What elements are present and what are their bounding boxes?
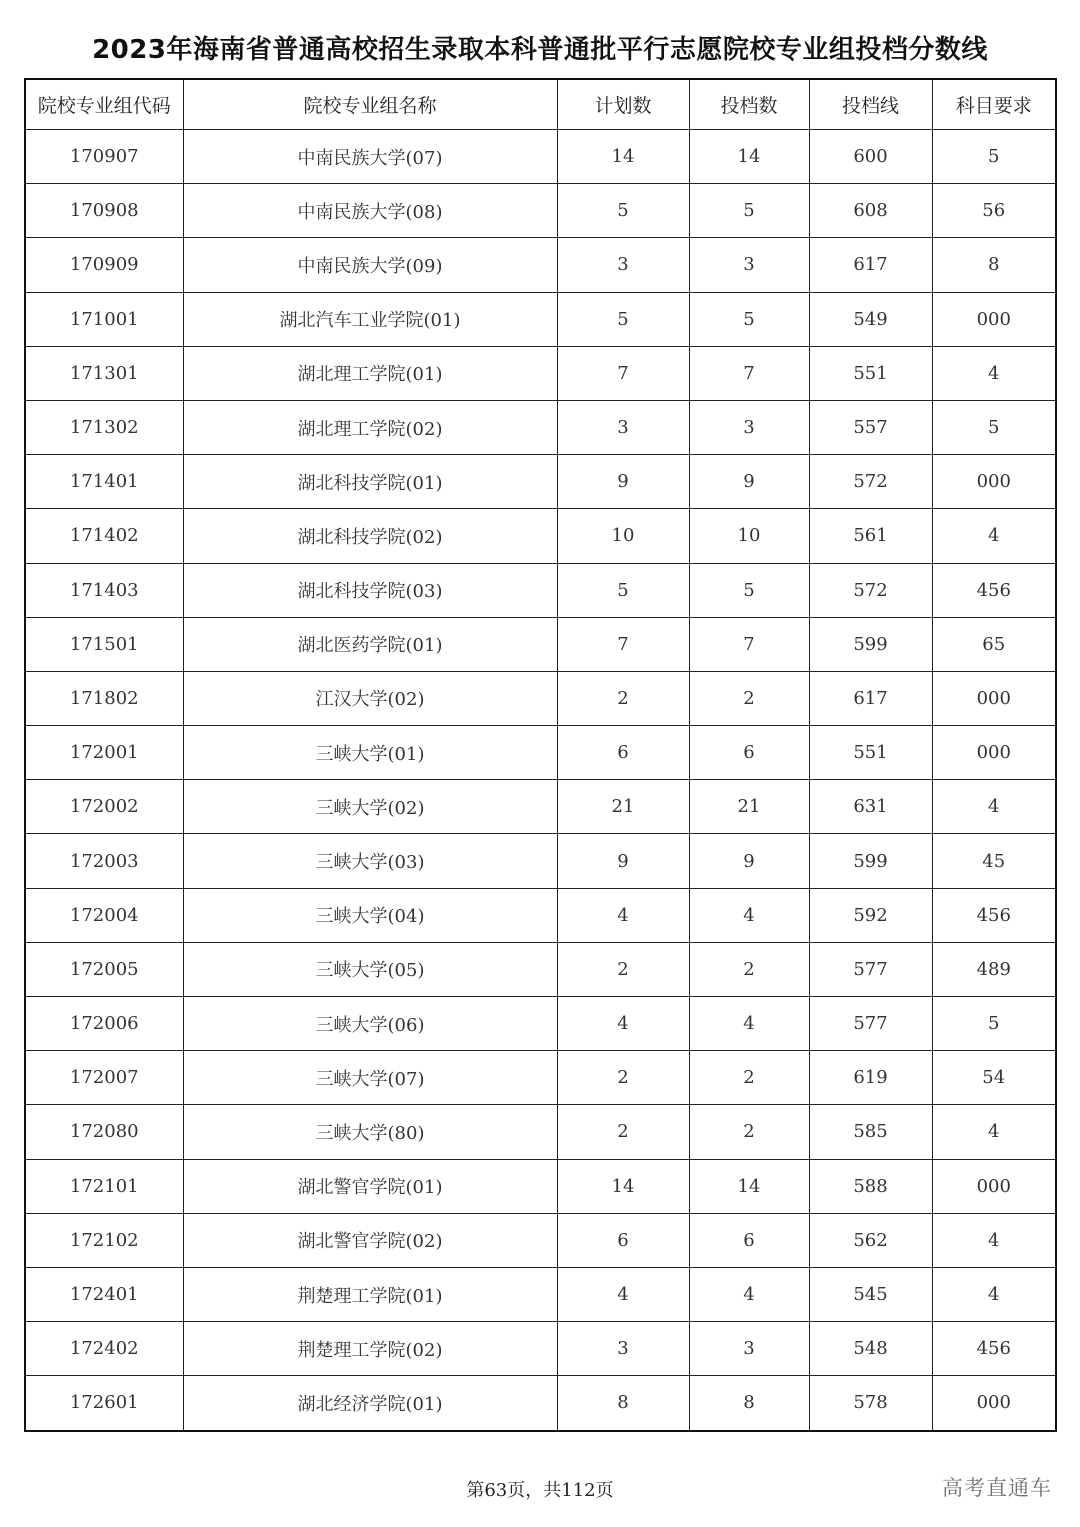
cell-admitted-count: 4 — [689, 1267, 809, 1321]
cell-group-code: 171402 — [25, 509, 183, 563]
cell-admitted-count: 9 — [689, 834, 809, 888]
cell-subject-requirement: 65 — [932, 617, 1056, 671]
table-row — [25, 130, 1056, 184]
table-row — [25, 942, 1056, 996]
cell-group-name: 三峡大学(05) — [183, 942, 557, 996]
cell-admitted-count: 21 — [689, 780, 809, 834]
cell-subject-requirement: 4 — [932, 346, 1056, 400]
cell-plan-count: 5 — [557, 184, 689, 238]
cell-group-name: 三峡大学(01) — [183, 726, 557, 780]
cell-subject-requirement: 56 — [932, 184, 1056, 238]
cell-admitted-count: 2 — [689, 942, 809, 996]
table-row — [25, 184, 1056, 238]
cell-group-name: 湖北警官学院(02) — [183, 1213, 557, 1267]
cell-group-name: 三峡大学(80) — [183, 1105, 557, 1159]
cell-cutoff-score: 572 — [809, 563, 932, 617]
cell-group-name: 江汉大学(02) — [183, 671, 557, 725]
table-row — [25, 1267, 1056, 1321]
cell-subject-requirement: 000 — [932, 1159, 1056, 1213]
cell-group-name: 湖北理工学院(01) — [183, 346, 557, 400]
cell-admitted-count: 14 — [689, 130, 809, 184]
header-cutoff-score: 投档线 — [809, 79, 932, 130]
cell-cutoff-score: 592 — [809, 888, 932, 942]
cell-plan-count: 14 — [557, 1159, 689, 1213]
cell-cutoff-score: 577 — [809, 942, 932, 996]
cell-plan-count: 3 — [557, 400, 689, 454]
cell-subject-requirement: 5 — [932, 130, 1056, 184]
cell-plan-count: 5 — [557, 292, 689, 346]
table-row — [25, 671, 1056, 725]
cell-group-name: 湖北医药学院(01) — [183, 617, 557, 671]
cell-cutoff-score: 572 — [809, 455, 932, 509]
cell-cutoff-score: 585 — [809, 1105, 932, 1159]
cell-group-code: 172004 — [25, 888, 183, 942]
cell-cutoff-score: 578 — [809, 1376, 932, 1431]
table-header-row — [25, 79, 1056, 130]
cell-subject-requirement: 4 — [932, 1213, 1056, 1267]
cell-plan-count: 2 — [557, 671, 689, 725]
cell-admitted-count: 2 — [689, 671, 809, 725]
table-row — [25, 238, 1056, 292]
cell-cutoff-score: 600 — [809, 130, 932, 184]
cell-cutoff-score: 588 — [809, 1159, 932, 1213]
cell-plan-count: 9 — [557, 834, 689, 888]
table-row — [25, 455, 1056, 509]
cell-group-code: 171302 — [25, 400, 183, 454]
cell-plan-count: 4 — [557, 1267, 689, 1321]
cell-plan-count: 10 — [557, 509, 689, 563]
cell-plan-count: 21 — [557, 780, 689, 834]
cell-admitted-count: 9 — [689, 455, 809, 509]
table-row — [25, 1159, 1056, 1213]
cell-subject-requirement: 5 — [932, 400, 1056, 454]
table-row — [25, 563, 1056, 617]
cell-group-name: 湖北经济学院(01) — [183, 1376, 557, 1431]
cell-group-name: 湖北科技学院(02) — [183, 509, 557, 563]
document-title: 2023年海南省普通高校招生录取本科普通批平行志愿院校专业组投档分数线 — [92, 35, 988, 65]
cell-subject-requirement: 5 — [932, 997, 1056, 1051]
cell-subject-requirement: 8 — [932, 238, 1056, 292]
cell-group-code: 172402 — [25, 1322, 183, 1376]
table-body — [25, 130, 1056, 1431]
page-number: 第63页，共112页 — [466, 1480, 614, 1501]
cell-group-code: 170909 — [25, 238, 183, 292]
cell-group-name: 湖北科技学院(03) — [183, 563, 557, 617]
cell-subject-requirement: 4 — [932, 509, 1056, 563]
cell-plan-count: 4 — [557, 888, 689, 942]
cell-admitted-count: 14 — [689, 1159, 809, 1213]
watermark-text: 高考直通车 — [942, 1476, 1052, 1500]
table-row — [25, 726, 1056, 780]
cell-subject-requirement: 4 — [932, 780, 1056, 834]
cell-group-code: 172002 — [25, 780, 183, 834]
cell-subject-requirement: 456 — [932, 888, 1056, 942]
cell-admitted-count: 3 — [689, 238, 809, 292]
header-group-code: 院校专业组代码 — [25, 79, 183, 130]
cell-group-code: 171802 — [25, 671, 183, 725]
cell-group-code: 172001 — [25, 726, 183, 780]
cell-plan-count: 3 — [557, 238, 689, 292]
cell-plan-count: 5 — [557, 563, 689, 617]
cell-group-name: 湖北科技学院(01) — [183, 455, 557, 509]
table-row — [25, 1213, 1056, 1267]
cell-subject-requirement: 000 — [932, 1376, 1056, 1431]
cell-group-name: 荆楚理工学院(01) — [183, 1267, 557, 1321]
cell-group-code: 172003 — [25, 834, 183, 888]
cell-group-name: 三峡大学(07) — [183, 1051, 557, 1105]
cell-group-code: 172102 — [25, 1213, 183, 1267]
cell-plan-count: 14 — [557, 130, 689, 184]
cell-cutoff-score: 557 — [809, 400, 932, 454]
table-row — [25, 346, 1056, 400]
table-row — [25, 888, 1056, 942]
cell-subject-requirement: 4 — [932, 1105, 1056, 1159]
cell-cutoff-score: 577 — [809, 997, 932, 1051]
cell-cutoff-score: 549 — [809, 292, 932, 346]
cell-admitted-count: 4 — [689, 997, 809, 1051]
cell-subject-requirement: 000 — [932, 292, 1056, 346]
cell-admitted-count: 6 — [689, 726, 809, 780]
cell-group-name: 中南民族大学(08) — [183, 184, 557, 238]
cell-plan-count: 7 — [557, 346, 689, 400]
cell-admitted-count: 5 — [689, 563, 809, 617]
cell-subject-requirement: 000 — [932, 455, 1056, 509]
cell-group-code: 172101 — [25, 1159, 183, 1213]
cell-cutoff-score: 617 — [809, 238, 932, 292]
cell-subject-requirement: 456 — [932, 1322, 1056, 1376]
table-row — [25, 834, 1056, 888]
cell-group-name: 荆楚理工学院(02) — [183, 1322, 557, 1376]
cell-subject-requirement: 456 — [932, 563, 1056, 617]
cell-group-code: 172005 — [25, 942, 183, 996]
cell-group-name: 湖北汽车工业学院(01) — [183, 292, 557, 346]
cell-subject-requirement: 000 — [932, 671, 1056, 725]
cell-subject-requirement: 45 — [932, 834, 1056, 888]
cell-group-code: 172007 — [25, 1051, 183, 1105]
cell-plan-count: 3 — [557, 1322, 689, 1376]
cell-cutoff-score: 562 — [809, 1213, 932, 1267]
cell-group-code: 172006 — [25, 997, 183, 1051]
cell-group-code: 172601 — [25, 1376, 183, 1431]
cell-cutoff-score: 599 — [809, 834, 932, 888]
cell-cutoff-score: 608 — [809, 184, 932, 238]
table-row — [25, 780, 1056, 834]
cell-group-name: 湖北理工学院(02) — [183, 400, 557, 454]
cell-plan-count: 6 — [557, 1213, 689, 1267]
cell-plan-count: 2 — [557, 942, 689, 996]
cell-plan-count: 6 — [557, 726, 689, 780]
cell-cutoff-score: 561 — [809, 509, 932, 563]
cell-group-name: 三峡大学(06) — [183, 997, 557, 1051]
cell-subject-requirement: 489 — [932, 942, 1056, 996]
cell-plan-count: 8 — [557, 1376, 689, 1431]
cell-subject-requirement: 4 — [932, 1267, 1056, 1321]
cell-plan-count: 4 — [557, 997, 689, 1051]
cell-group-code: 172080 — [25, 1105, 183, 1159]
cell-cutoff-score: 619 — [809, 1051, 932, 1105]
cell-plan-count: 7 — [557, 617, 689, 671]
cell-group-code: 171501 — [25, 617, 183, 671]
cell-group-name: 三峡大学(04) — [183, 888, 557, 942]
cell-admitted-count: 8 — [689, 1376, 809, 1431]
cell-plan-count: 2 — [557, 1051, 689, 1105]
header-plan-count: 计划数 — [557, 79, 689, 130]
cell-plan-count: 9 — [557, 455, 689, 509]
cell-admitted-count: 3 — [689, 400, 809, 454]
cell-group-code: 172401 — [25, 1267, 183, 1321]
cell-admitted-count: 7 — [689, 617, 809, 671]
cell-admitted-count: 2 — [689, 1051, 809, 1105]
cell-cutoff-score: 617 — [809, 671, 932, 725]
table-row — [25, 1322, 1056, 1376]
cell-group-code: 171301 — [25, 346, 183, 400]
cell-cutoff-score: 551 — [809, 726, 932, 780]
cell-admitted-count: 5 — [689, 292, 809, 346]
cell-cutoff-score: 548 — [809, 1322, 932, 1376]
table-row — [25, 1051, 1056, 1105]
cell-group-code: 171403 — [25, 563, 183, 617]
cell-group-code: 171001 — [25, 292, 183, 346]
cell-group-name: 三峡大学(03) — [183, 834, 557, 888]
cell-group-name: 中南民族大学(09) — [183, 238, 557, 292]
cell-group-code: 170907 — [25, 130, 183, 184]
score-table — [24, 78, 1057, 1432]
table-row — [25, 1105, 1056, 1159]
cell-admitted-count: 4 — [689, 888, 809, 942]
header-group-name: 院校专业组名称 — [183, 79, 557, 130]
cell-group-name: 湖北警官学院(01) — [183, 1159, 557, 1213]
cell-cutoff-score: 545 — [809, 1267, 932, 1321]
header-subject-requirement: 科目要求 — [932, 79, 1056, 130]
cell-cutoff-score: 599 — [809, 617, 932, 671]
header-admitted-count: 投档数 — [689, 79, 809, 130]
cell-admitted-count: 5 — [689, 184, 809, 238]
table-row — [25, 400, 1056, 454]
cell-admitted-count: 2 — [689, 1105, 809, 1159]
cell-cutoff-score: 631 — [809, 780, 932, 834]
table-row — [25, 292, 1056, 346]
cell-cutoff-score: 551 — [809, 346, 932, 400]
cell-group-name: 中南民族大学(07) — [183, 130, 557, 184]
table-row — [25, 509, 1056, 563]
table-row — [25, 997, 1056, 1051]
cell-group-code: 171401 — [25, 455, 183, 509]
cell-group-code: 170908 — [25, 184, 183, 238]
table-row — [25, 617, 1056, 671]
cell-admitted-count: 6 — [689, 1213, 809, 1267]
cell-subject-requirement: 54 — [932, 1051, 1056, 1105]
cell-subject-requirement: 000 — [932, 726, 1056, 780]
table-row — [25, 1376, 1056, 1431]
cell-group-name: 三峡大学(02) — [183, 780, 557, 834]
cell-admitted-count: 7 — [689, 346, 809, 400]
cell-plan-count: 2 — [557, 1105, 689, 1159]
cell-admitted-count: 3 — [689, 1322, 809, 1376]
cell-admitted-count: 10 — [689, 509, 809, 563]
